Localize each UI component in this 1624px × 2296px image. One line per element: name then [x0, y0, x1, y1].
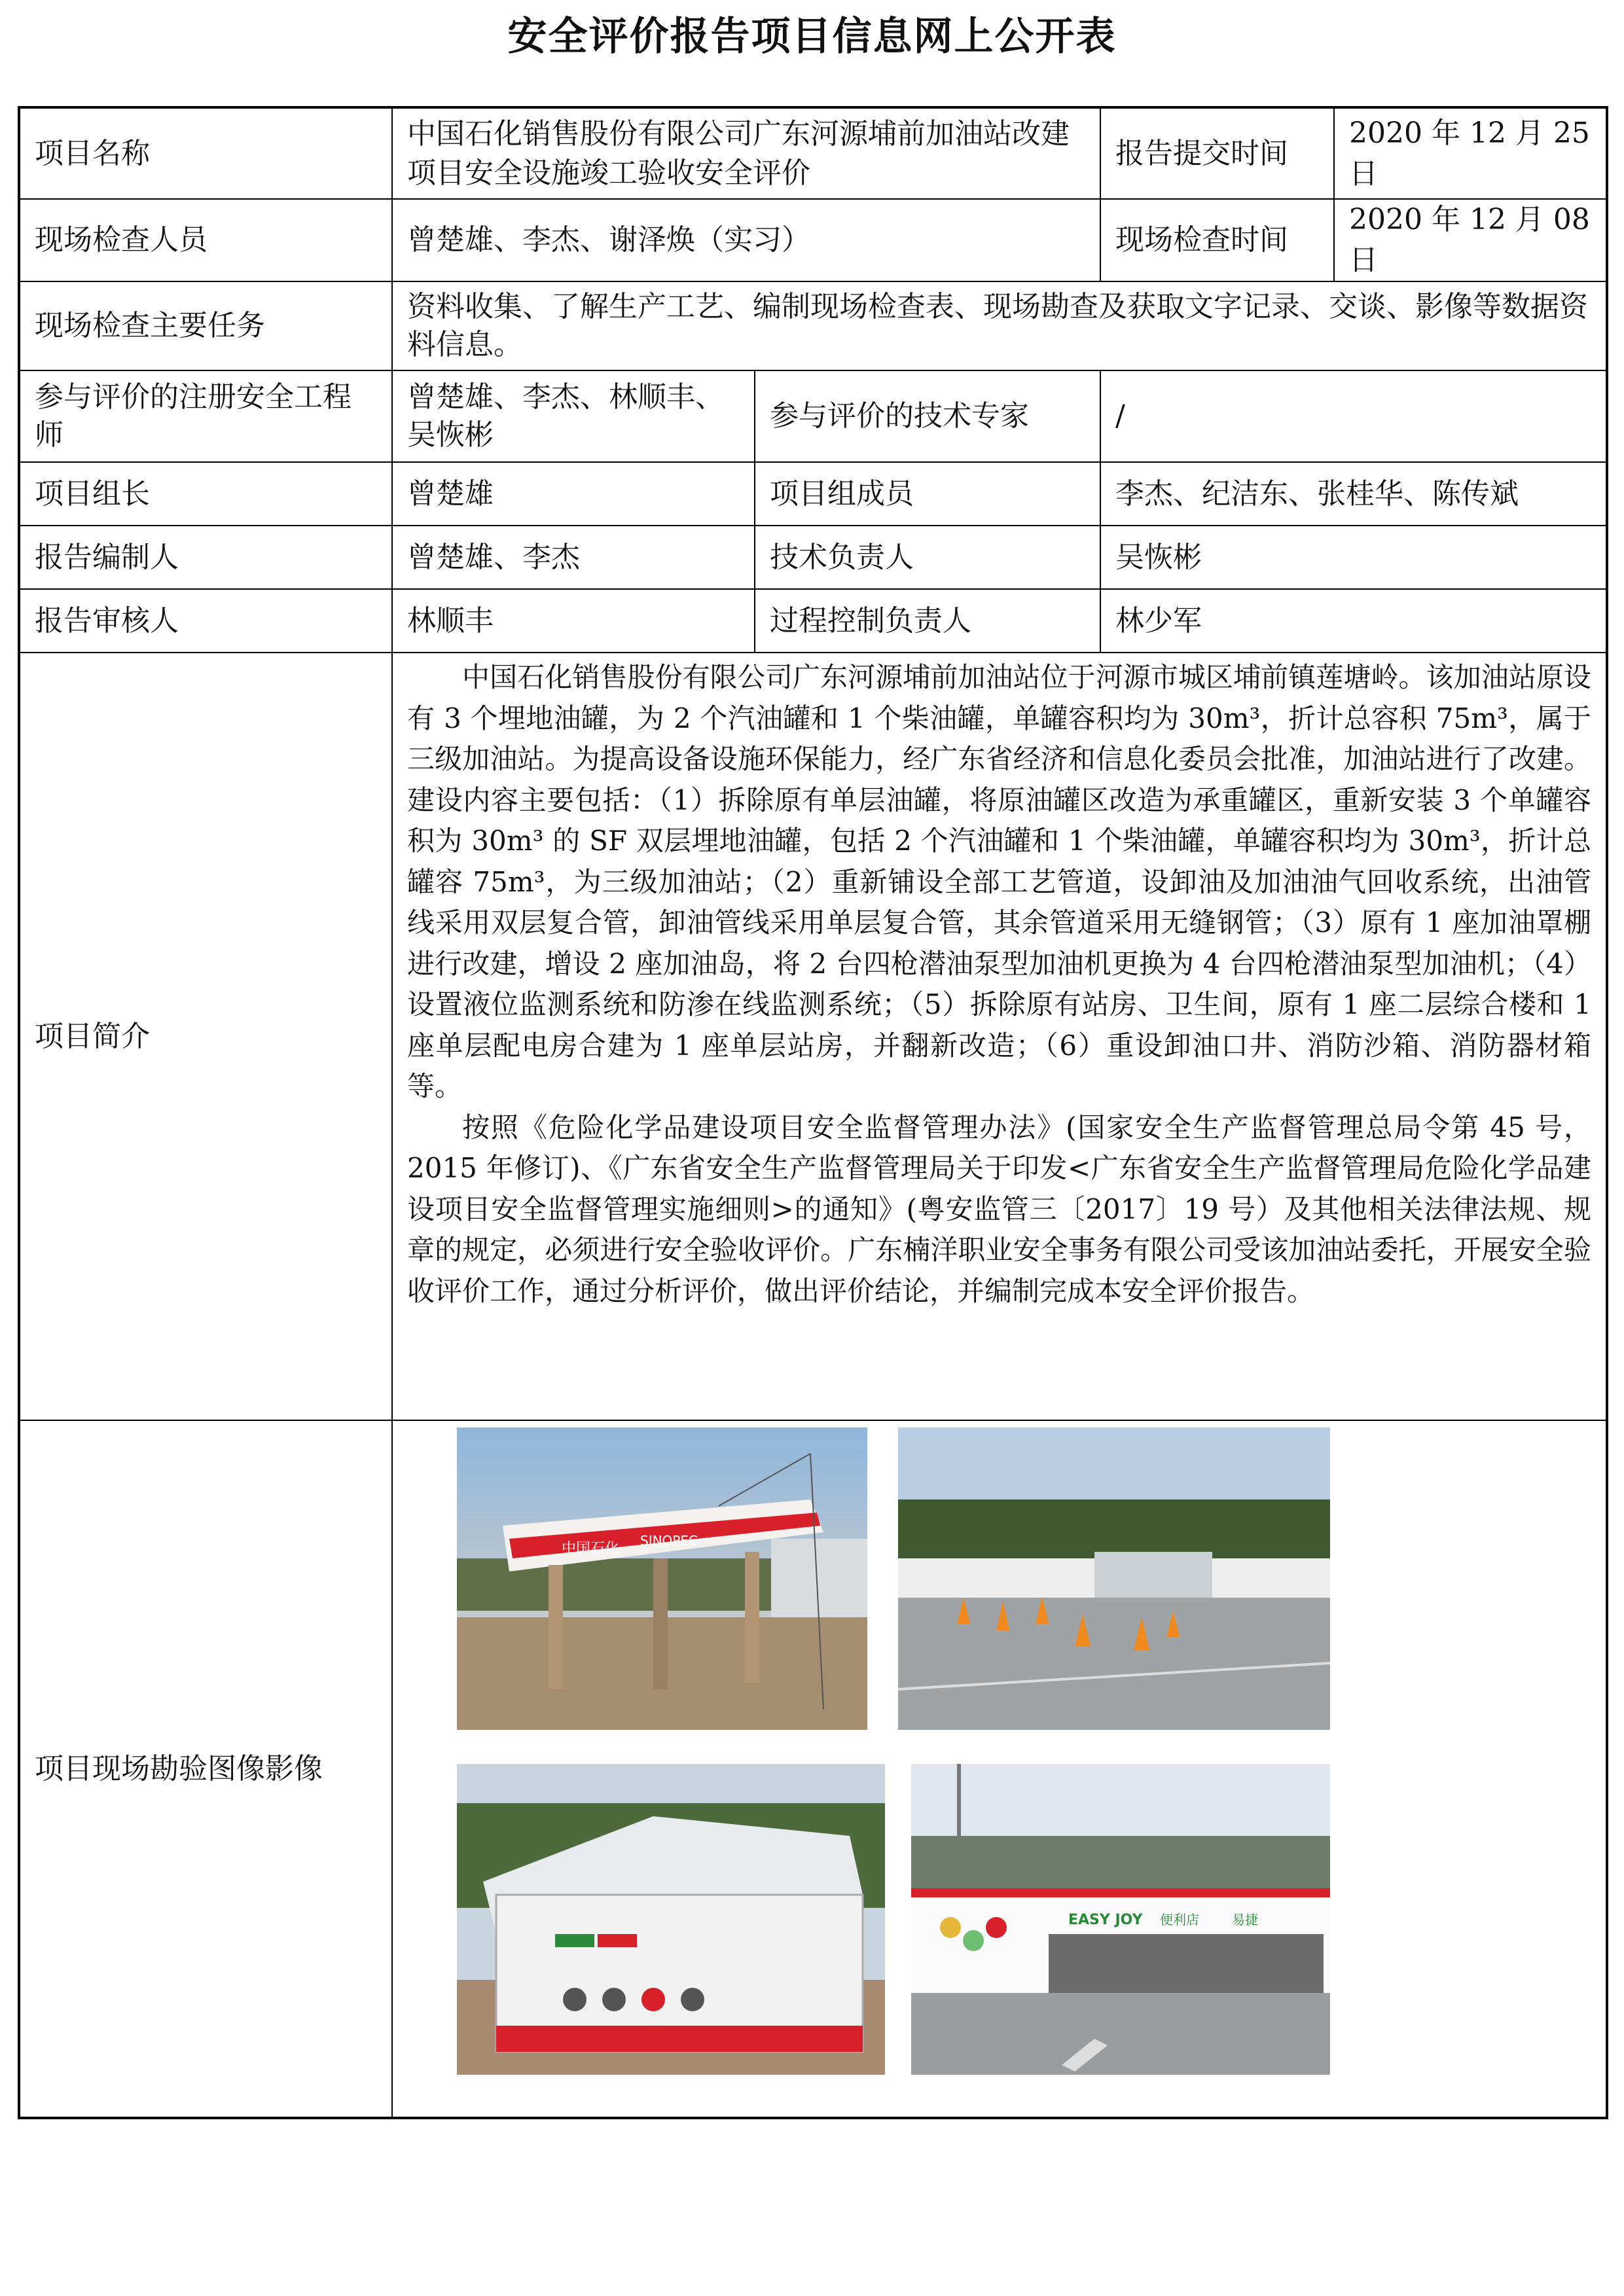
inspectors-label: 现场检查人员	[19, 199, 392, 281]
compiler-value: 曾楚雄、李杰	[392, 526, 755, 589]
page-title: 安全评价报告项目信息网上公开表	[507, 14, 1117, 60]
process-lead-value: 林少军	[1100, 589, 1607, 653]
main-tasks-label: 现场检查主要任务	[19, 281, 392, 370]
main-tasks-value: 资料收集、了解生产工艺、编制现场检查表、现场勘查及获取文字记录、交谈、影像等数据资料信息。	[392, 281, 1607, 370]
photos-grid	[393, 1421, 1606, 2117]
canopy-brand-cn: 中国石化	[562, 1541, 620, 1557]
table-row	[19, 526, 1607, 589]
table-row	[19, 199, 1607, 281]
members-label: 项目组成员	[755, 462, 1100, 526]
info-table	[18, 106, 1608, 2119]
project-name-value: 中国石化销售股份有限公司广东河源埔前加油站改建项目安全设施竣工验收安全评价	[392, 107, 1100, 199]
yard-photo	[898, 1427, 1330, 1730]
canopy-brand-en: SINOPEC	[640, 1533, 698, 1549]
experts-value: /	[1100, 370, 1607, 462]
canopy-photo	[457, 1427, 867, 1730]
photos-label: 项目现场勘验图像影像	[19, 1420, 392, 2118]
report-time-value: 2020 年 12 月 25 日	[1334, 107, 1607, 199]
table-row	[19, 589, 1607, 653]
unloading-box-photo	[457, 1764, 885, 2075]
reviewer-value: 林顺丰	[392, 589, 755, 653]
table-row	[19, 281, 1607, 370]
intro-paragraph-2: 按照《危险化学品建设项目安全监督管理办法》(国家安全生产监督管理总局令第 45 号，2015 年修订)、《广东省安全生产监督管理局关于印发<广东省安全生产监督管理局危险化学品建设项目安全监督管理实施细则>的通知》(粤安监管三〔2017〕19 号）及其他相关法律法规、规章的规定，必须进行安全验收评价。广东楠洋职业安全事务有限公司受该加油站委托，开展安全验收评价工作，通过分析评价，做出评价结论，并编制完成本安全评价报告。	[407, 1111, 1591, 1307]
table-row	[19, 1420, 1607, 2118]
inspection-time-label: 现场检查时间	[1100, 199, 1334, 281]
store-brand-c: 易捷	[1232, 1912, 1258, 1928]
tech-lead-label: 技术负责人	[755, 526, 1100, 589]
leader-label: 项目组长	[19, 462, 392, 526]
inspectors-value: 曾楚雄、李杰、谢泽焕（实习）	[392, 199, 1100, 281]
reviewer-label: 报告审核人	[19, 589, 392, 653]
project-name-label: 项目名称	[19, 107, 392, 199]
photos-cell	[392, 1420, 1607, 2118]
table-row	[19, 462, 1607, 526]
compiler-label: 报告编制人	[19, 526, 392, 589]
report-time-label: 报告提交时间	[1100, 107, 1334, 199]
process-lead-label: 过程控制负责人	[755, 589, 1100, 653]
engineers-value: 曾楚雄、李杰、林顺丰、吴恢彬	[392, 370, 755, 462]
table-row	[19, 107, 1607, 199]
engineers-label: 参与评价的注册安全工程师	[19, 370, 392, 462]
intro-text	[392, 653, 1607, 1420]
table-row	[19, 370, 1607, 462]
leader-value: 曾楚雄	[392, 462, 755, 526]
store-photo	[911, 1764, 1330, 2075]
tech-lead-value: 吴恢彬	[1100, 526, 1607, 589]
inspection-time-value: 2020 年 12 月 08 日	[1334, 199, 1607, 281]
intro-paragraph-1: 中国石化销售股份有限公司广东河源埔前加油站位于河源市城区埔前镇莲塘岭。该加油站原设有 3 个埋地油罐，为 2 个汽油罐和 1 个柴油罐，单罐容积均为 30m³，折计总容积 75m³，属于三级加油站。为提高设备设施环保能力，经广东省经济和信息化委员会批准，加油站进行了改建。建设内容主要包括：（1）拆除原有单层油罐，将原油罐区改造为承重罐区，重新安装 3 个单罐容积为 30m³ 的 SF 双层埋地油罐，包括 2 个汽油罐和 1 个柴油罐，单罐容积均为 30m³，折计总罐容 75m³，为三级加油站；（2）重新铺设全部工艺管道，设卸油及加油油气回收系统，出油管线采用双层复合管，卸油管线采用单层复合管，其余管道采用无缝钢管；（3）原有 1 座加油罩棚进行改建，增设 2 座加油岛，将 2 台四枪潜油泵型加油机更换为 4 台四枪潜油泵型加油机；（4）设置液位监测系统和防渗在线监测系统；（5）拆除原有站房、卫生间，原有 1 座二层综合楼和 1 座单层配电房合建为 1 座单层站房，并翻新改造；（6）重设卸油口井、消防沙箱、消防器材箱等。	[407, 661, 1591, 1102]
intro-label: 项目简介	[19, 653, 392, 1420]
store-brand-b: 便利店	[1160, 1912, 1199, 1928]
experts-label: 参与评价的技术专家	[755, 370, 1100, 462]
store-brand-a: EASY JOY	[1068, 1912, 1143, 1928]
members-value: 李杰、纪洁东、张桂华、陈传斌	[1100, 462, 1607, 526]
table-row	[19, 653, 1607, 1420]
